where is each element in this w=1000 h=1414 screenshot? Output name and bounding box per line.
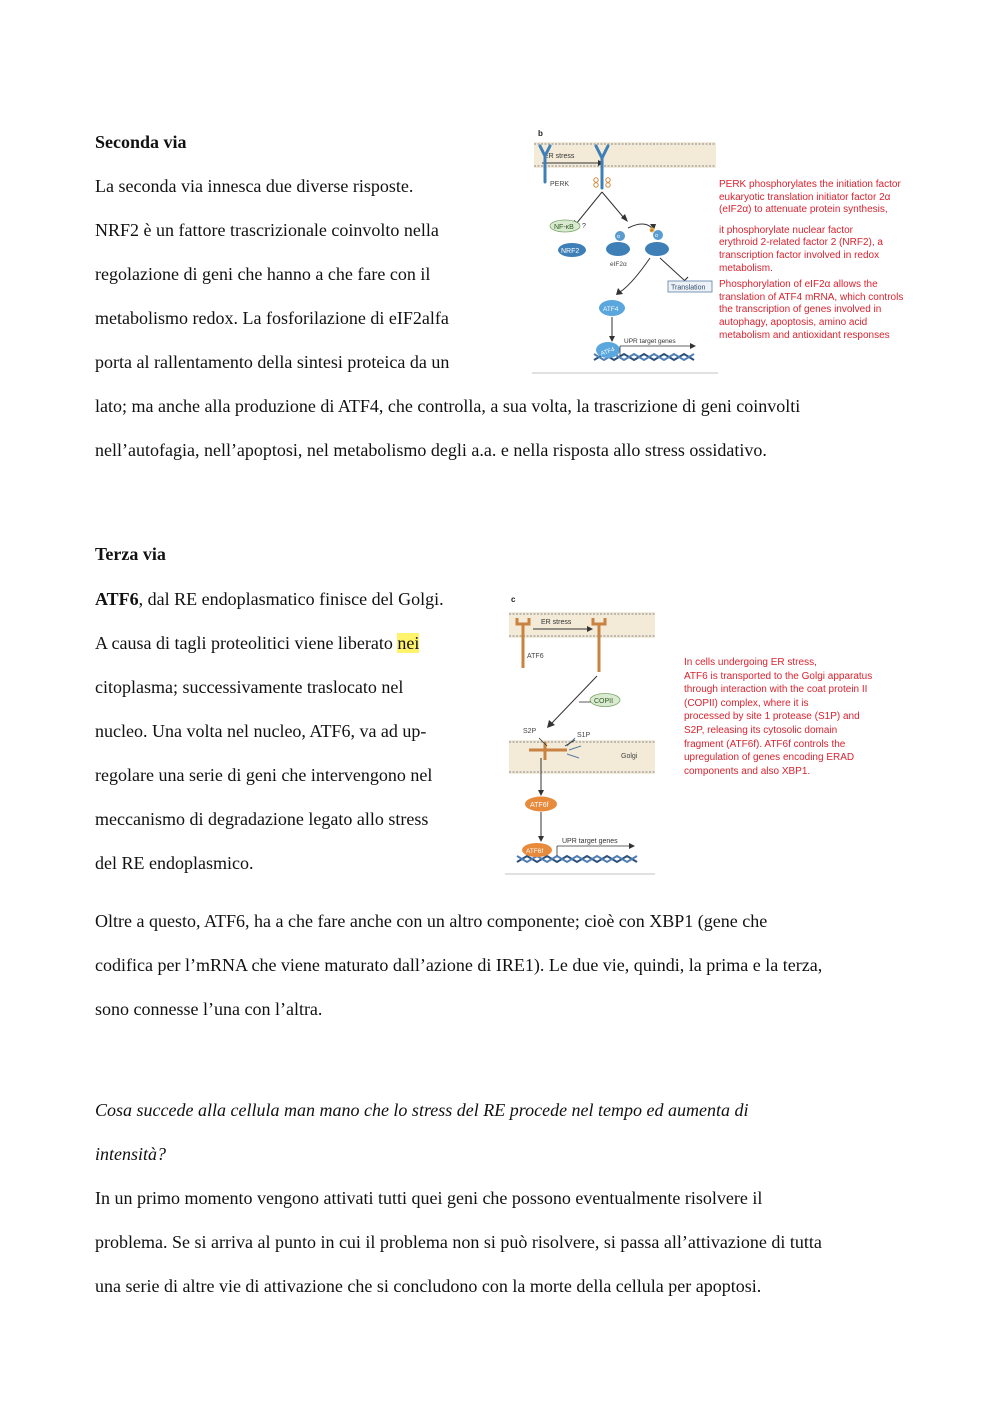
svg-text:α: α bbox=[655, 233, 658, 239]
question-mark: ? bbox=[582, 223, 586, 230]
section-heading-terza-via: Terza via bbox=[95, 544, 166, 564]
golgi-label: Golgi bbox=[621, 753, 638, 760]
paragraph-line: NRF2 è un fattore trascrizionale coinvolto nella bbox=[95, 220, 439, 240]
upr-target-genes-label: UPR target genes bbox=[562, 838, 618, 845]
upr-target-genes-label: UPR target genes bbox=[624, 338, 676, 345]
svg-text:α: α bbox=[617, 234, 620, 240]
paragraph-line: nucleo. Una volta nel nucleo, ATF6, va ad up- bbox=[95, 721, 427, 741]
eif2a-label: eIF2α bbox=[610, 261, 627, 268]
answer-line: problema. Se si arriva al punto in cui il problema non si può risolvere, si passa all’attivazione di tutta bbox=[95, 1232, 822, 1252]
figure-c-annotation: In cells undergoing ER stress, ATF6 is transported to the Golgi apparatus through interaction with the coat protein II (COPII) complex, where it is processed by site 1 protease (S1P) and S2P, releasing its cytosolic domain fragment (ATF6f). ATF6f controls the upregulation of genes encoding ERAD components and also XBP1. bbox=[684, 657, 873, 777]
paragraph-line: porta al rallentamento della sintesi proteica da un bbox=[95, 352, 450, 372]
translation-label: Translation bbox=[671, 284, 706, 292]
atf6f-dna-label: ATF6f bbox=[526, 848, 544, 855]
question-line: Cosa succede alla cellula man mano che lo stress del RE procede nel tempo ed aumenta di bbox=[95, 1100, 749, 1120]
panel-letter-b: b bbox=[538, 129, 543, 138]
paragraph-line: regolazione di geni che hanno a che fare con il bbox=[95, 264, 431, 284]
question-line: intensità? bbox=[95, 1144, 166, 1164]
er-stress-label: ER stress bbox=[544, 153, 575, 160]
paragraph-line: La seconda via innesca due diverse risposte. bbox=[95, 176, 414, 196]
atf4-dna-label: ATF4 bbox=[600, 346, 616, 358]
panel-letter-c: c bbox=[511, 595, 516, 604]
er-stress-label: ER stress bbox=[541, 619, 572, 626]
atf6-label: ATF6 bbox=[527, 653, 544, 660]
paragraph-line: nell’autofagia, nell’apoptosi, nel metabolismo degli a.a. e nella risposta allo stress ossidativo. bbox=[95, 440, 767, 460]
atf6-bold-term: ATF6 bbox=[95, 589, 139, 609]
nrf2-label: NRF2 bbox=[561, 248, 580, 255]
paragraph-line: ATF6, dal RE endoplasmatico finisce del Golgi. bbox=[95, 589, 444, 609]
s1p-label: S1P bbox=[577, 732, 591, 739]
eif2a-complex-node bbox=[606, 242, 630, 256]
paragraph-line: lato; ma anche alla produzione di ATF4, che controlla, a sua volta, la trascrizione di geni coinvolti bbox=[95, 396, 801, 416]
svg-text:P: P bbox=[650, 228, 654, 233]
atf6f-label: ATF6f bbox=[530, 802, 549, 809]
figure-b-perk-pathway bbox=[532, 124, 718, 376]
s2p-label: S2P bbox=[523, 728, 537, 735]
paragraph-line: sono connesse l’una con l’altra. bbox=[95, 999, 323, 1019]
eif2a-phospho-node bbox=[645, 242, 669, 256]
paragraph-line: regolare una serie di geni che intervengono nel bbox=[95, 765, 433, 785]
paragraph-line: del RE endoplasmico. bbox=[95, 853, 254, 873]
figure-b-annotation: PERK phosphorylates the initiation factor eukaryotic translation initiator factor 2α (eIF2α) to attenuate protein synthesis, it phosphorylate nuclear factor erythroid 2-related factor 2 (NRF2), a transcription factor involved in redox metabolism. Phosphorylation of eIF2α allows the translation of ATF4 mRNA, which controls the transcription of genes involved in autophagy, apoptosis, amino acid metabolism and antioxidant responses bbox=[719, 179, 904, 341]
atf6-receptor-icon bbox=[517, 618, 529, 668]
paragraph-line: meccanismo di degradazione legato allo stress bbox=[95, 809, 429, 829]
atf4-label: ATF4 bbox=[603, 306, 619, 313]
paragraph-line: codifica per l’mRNA che viene maturato dall’azione di IRE1). Le due vie, quindi, la prima e la terza, bbox=[95, 955, 823, 975]
perk-label: PERK bbox=[550, 181, 570, 188]
answer-line: una serie di altre vie di attivazione che si concludono con la morte della cellula per apoptosi. bbox=[95, 1276, 762, 1296]
paragraph-line: A causa di tagli proteolitici viene liberato nei bbox=[95, 633, 420, 653]
paragraph-line: citoplasma; successivamente traslocato nel bbox=[95, 677, 404, 697]
paragraph-line: metabolismo redox. La fosforilazione di eIF2alfa bbox=[95, 308, 449, 328]
section-heading-seconda-via: Seconda via bbox=[95, 132, 187, 152]
highlighted-word: nei bbox=[397, 633, 420, 653]
nfkb-label: NF-κB bbox=[554, 224, 574, 231]
figure-c-atf6-pathway bbox=[505, 590, 657, 876]
copii-label: COPII bbox=[594, 698, 614, 705]
answer-line: In un primo momento vengono attivati tutti quei geni che possono eventualmente risolvere il bbox=[95, 1188, 763, 1208]
paragraph-line: Oltre a questo, ATF6, ha a che fare anche con un altro componente; cioè con XBP1 (gene che bbox=[95, 911, 768, 931]
er-membrane-band bbox=[509, 612, 655, 638]
